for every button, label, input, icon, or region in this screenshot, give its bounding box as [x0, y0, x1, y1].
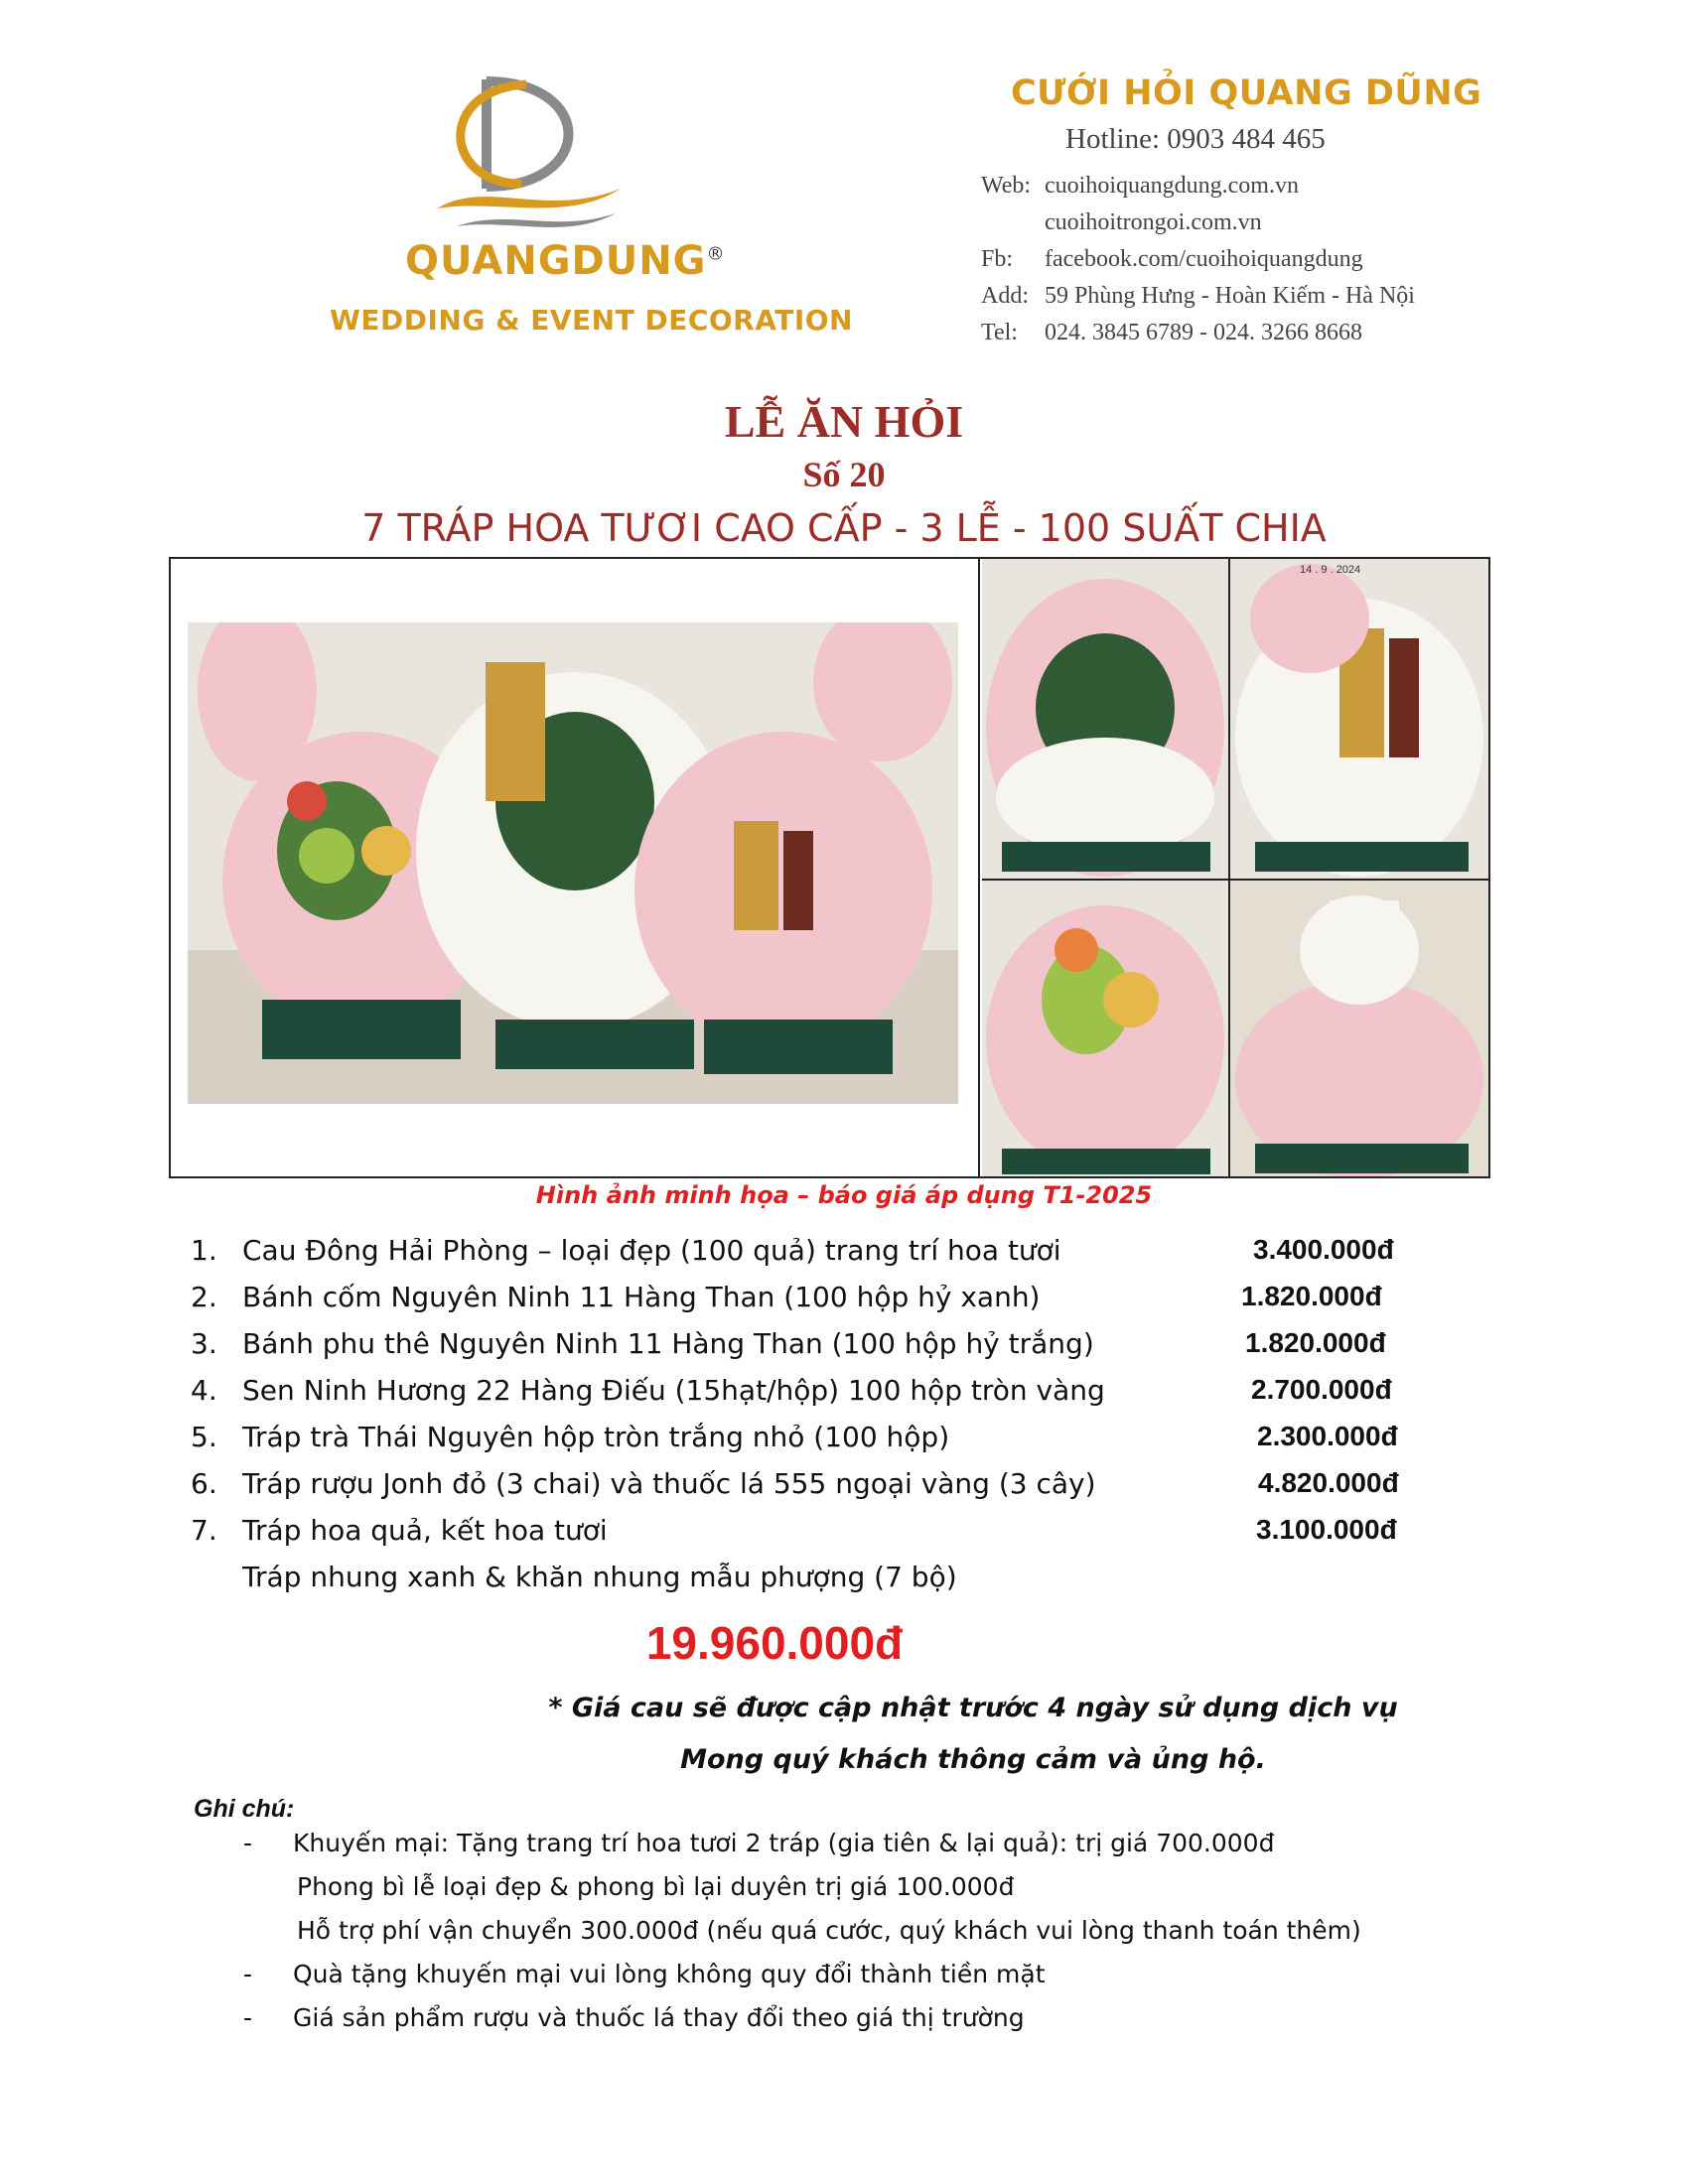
web-link[interactable]: cuoihoiquangdung.com.vn: [1045, 173, 1299, 199]
address: 59 Phùng Hưng - Hoàn Kiếm - Hà Nội: [1045, 283, 1415, 309]
table-divider-vertical: [1228, 559, 1230, 1176]
list-item: 5. Tráp trà Thái Nguyên hộp tròn trắng nhỏ (100 hộp) 2.300.000đ: [191, 1421, 1398, 1453]
total-price: 19.960.000đ: [645, 1617, 904, 1669]
item-price: 2.700.000đ: [1251, 1374, 1392, 1405]
photo-date-stamp: 14 . 9 . 2024: [1300, 564, 1361, 576]
note-line: Hỗ trợ phí vận chuyển 300.000đ (nếu quá cước, quý khách vui lòng thanh toán thêm): [297, 1916, 1361, 1945]
package-number: Số 20: [802, 455, 886, 494]
logo-mark-icon: [427, 69, 626, 238]
telephone: 024. 3845 6789 - 024. 3266 8668: [1045, 320, 1362, 345]
contact-row-fb: Fb: facebook.com/cuoihoiquangdung: [981, 246, 1363, 272]
hotline: Hotline: 0903 484 465: [1065, 123, 1326, 155]
price-remark: * Giá cau sẽ được cập nhật trước 4 ngày sử dụng dịch vụ: [548, 1693, 1398, 1723]
facebook-link[interactable]: facebook.com/cuoihoiquangdung: [1045, 246, 1363, 272]
contact-row-web2: [981, 205, 1497, 241]
thumb-photo-4: [1230, 881, 1488, 1176]
note-line: - Giá sản phẩm rượu và thuốc lá thay đổi theo giá thị trường: [243, 2003, 1025, 2032]
notes-list: [243, 1829, 1435, 2047]
contact-rows: [981, 168, 1497, 351]
list-item: 1. Cau Đông Hải Phòng – loại đẹp (100 quả) trang trí hoa tươi 3.400.000đ: [191, 1234, 1394, 1267]
main-photo-cell: [171, 559, 980, 1176]
item-price: 1.820.000đ: [1241, 1281, 1382, 1311]
list-item: 2. Bánh cốm Nguyên Ninh 11 Hàng Than (100 hộp hỷ xanh) 1.820.000đ: [191, 1281, 1382, 1313]
thumb-photo-3: [982, 881, 1228, 1176]
note-line: Phong bì lễ loại đẹp & phong bì lại duyên trị giá 100.000đ: [297, 1872, 1015, 1901]
contact-row-tel: Tel: 024. 3845 6789 - 024. 3266 8668: [981, 320, 1362, 345]
notes-heading: Ghi chú:: [194, 1795, 295, 1823]
item-price: 4.820.000đ: [1258, 1467, 1399, 1498]
contact-info: [981, 73, 1497, 351]
company-logo: [318, 69, 853, 347]
web-link-2[interactable]: cuoihoitrongoi.com.vn: [1045, 209, 1262, 235]
item-note: Tráp nhung xanh & khăn nhung mẫu phượng (7 bộ): [242, 1561, 957, 1593]
main-photo: [188, 622, 958, 1104]
price-list: [191, 1234, 1442, 1593]
list-item: 4. Sen Ninh Hương 22 Hàng Điếu (15hạt/hộp) 100 hộp tròn vàng 2.700.000đ: [191, 1374, 1392, 1407]
package-title: 7 TRÁP HOA TƯƠI CAO CẤP - 3 LỄ - 100 SUẤT CHIA: [361, 506, 1327, 550]
list-item: 6. Tráp rượu Jonh đỏ (3 chai) và thuốc lá 555 ngoại vàng (3 cây) 4.820.000đ: [191, 1467, 1399, 1500]
list-item: 7. Tráp hoa quả, kết hoa tươi 3.100.000đ: [191, 1514, 1397, 1547]
contact-row-web: Web: cuoihoiquangdung.com.vn: [981, 173, 1299, 199]
item-price: 3.100.000đ: [1256, 1514, 1397, 1545]
brand-name: CƯỚI HỎI QUANG DŨNG: [1011, 73, 1482, 113]
item-price: 3.400.000đ: [1253, 1234, 1394, 1265]
thumb-photo-2: [1230, 559, 1488, 879]
thumb-photo-1: [982, 559, 1228, 879]
thank-you-remark: Mong quý khách thông cảm và ủng hộ.: [680, 1744, 1266, 1775]
item-price: 1.820.000đ: [1245, 1327, 1386, 1358]
note-line: - Quà tặng khuyến mại vui lòng không quy đổi thành tiền mặt: [243, 1960, 1046, 1988]
note-line: - Khuyến mại: Tặng trang trí hoa tươi 2 tráp (gia tiên & lại quả): trị giá 700.000đ: [243, 1829, 1275, 1857]
logo-wordmark: QUANGDUNG®: [405, 238, 726, 284]
photo-gallery: [169, 557, 1490, 1178]
contact-row-address: Add: 59 Phùng Hưng - Hoàn Kiếm - Hà Nội: [981, 283, 1415, 309]
table-divider-horizontal: [982, 879, 1488, 881]
logo-tagline: WEDDING & EVENT DECORATION: [330, 304, 853, 337]
list-item: 3. Bánh phu thê Nguyên Ninh 11 Hàng Than (100 hộp hỷ trắng) 1.820.000đ: [191, 1327, 1386, 1360]
item-price: 2.300.000đ: [1257, 1421, 1398, 1451]
page-title: LỄ ĂN HỎI: [724, 396, 964, 447]
photo-caption: Hình ảnh minh họa – báo giá áp dụng T1-2025: [535, 1181, 1153, 1209]
